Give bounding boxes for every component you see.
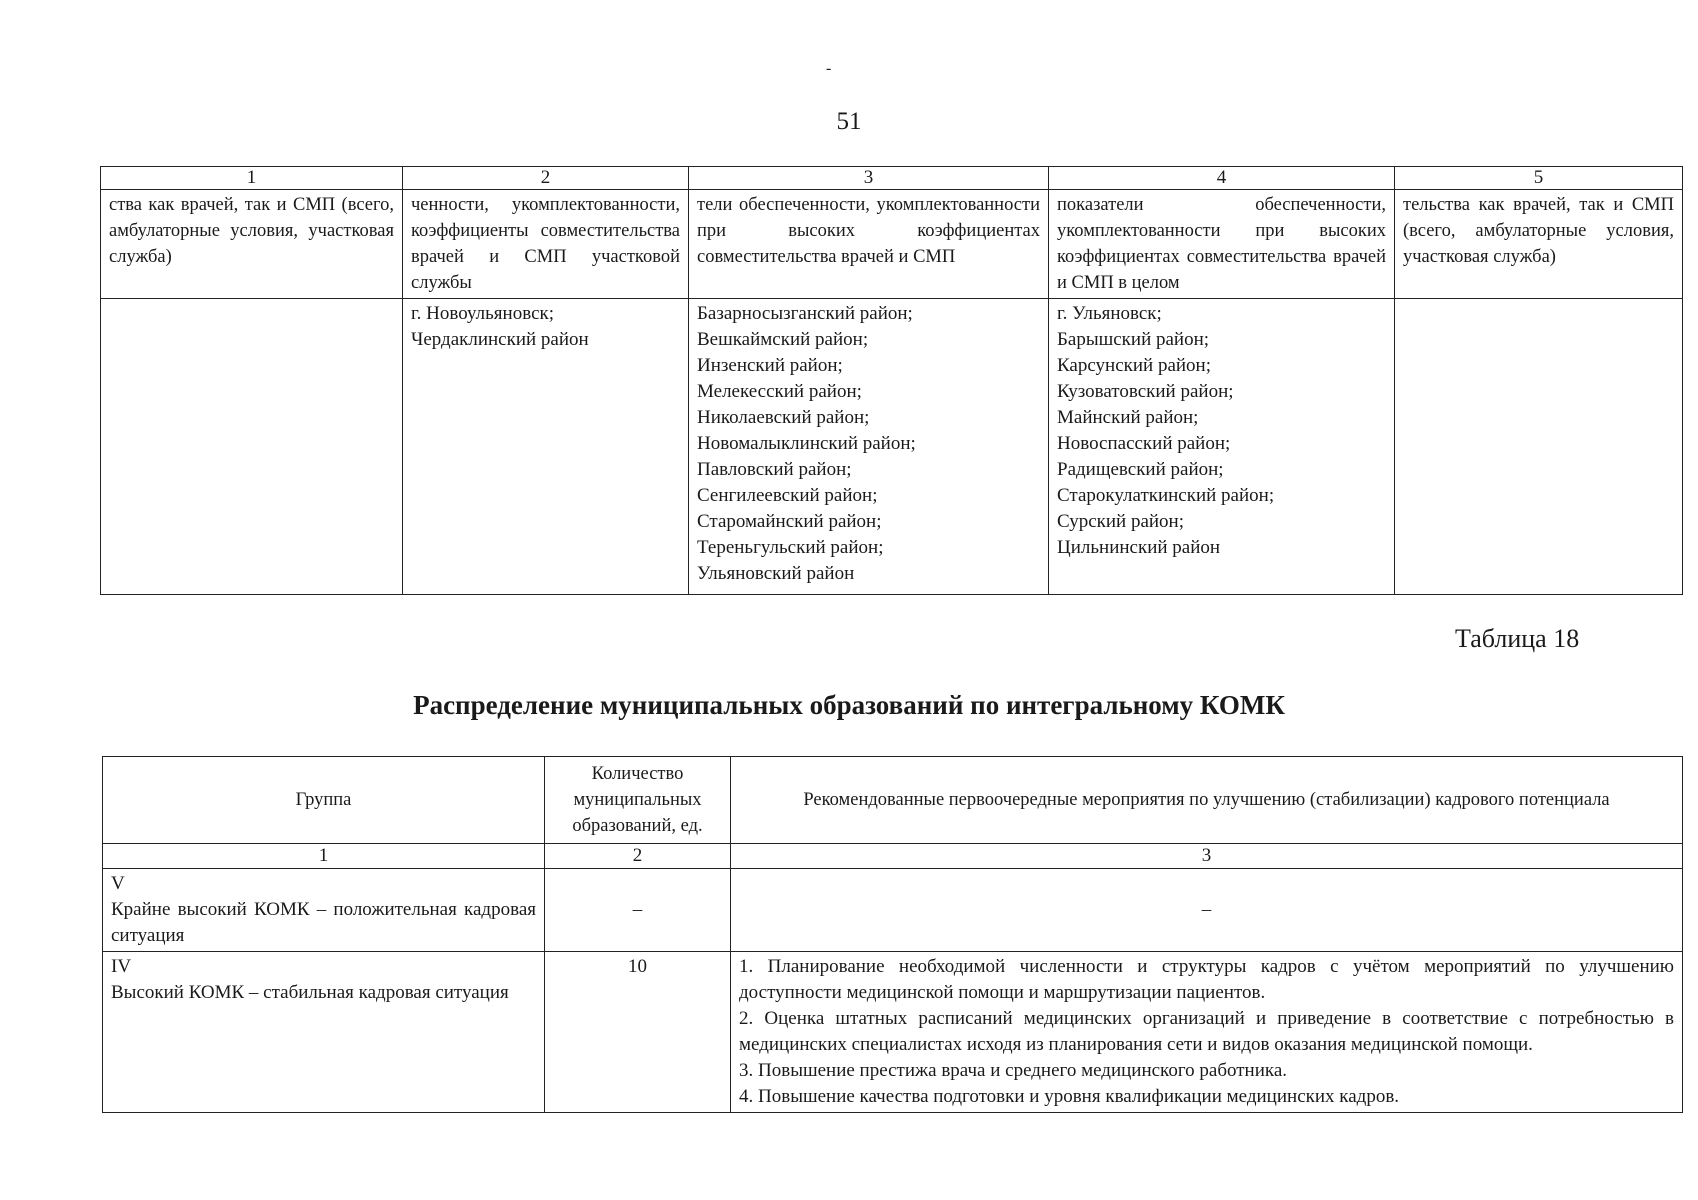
district-list-col5 [1395, 299, 1683, 595]
group-description: Высокий КОМК – стабильная кадровая ситуация [111, 982, 509, 1003]
district-item: Павловский район; [697, 459, 852, 480]
measures-cell [731, 952, 1683, 1113]
district-item: Тереньгульский район; [697, 537, 884, 558]
district-list-col4 [1049, 299, 1395, 595]
table-header-row [103, 757, 1683, 844]
measures-cell: – [731, 869, 1683, 952]
district-item: Мелекесский район; [697, 381, 862, 402]
column-number: 1 [101, 167, 403, 190]
district-item: г. Ульяновск; [1057, 303, 1162, 324]
group-cell [103, 952, 545, 1113]
column-number-row [103, 844, 1683, 869]
table-continuation [100, 166, 1683, 595]
district-item: Базарносызганский район; [697, 303, 913, 324]
header-count: Количество муниципальных образований, ед. [545, 757, 731, 844]
district-item: Чердаклинский район [411, 329, 589, 350]
district-item: Сурский район; [1057, 511, 1184, 532]
continuation-cell: ченности, укомплектованности, коэффициенты совместительства врачей и СМП участковой службы [403, 190, 689, 299]
page-dash: - [826, 60, 832, 77]
district-item: Вешкаймский район; [697, 329, 869, 350]
district-list-col2 [403, 299, 689, 595]
group-code: V [111, 873, 125, 894]
header-measures: Рекомендованные первоочередные мероприятия по улучшению (стабилизации) кадрового потенциала [731, 757, 1683, 844]
column-number: 5 [1395, 167, 1683, 190]
district-item: Барышский район; [1057, 329, 1210, 350]
count-cell: – [545, 869, 731, 952]
group-cell [103, 869, 545, 952]
district-item: Ульяновский район [697, 563, 855, 584]
column-number: 2 [403, 167, 689, 190]
districts-row [101, 299, 1683, 595]
district-item: Сенгилеевский район; [697, 485, 878, 506]
count-cell: 10 [545, 952, 731, 1113]
column-number: 4 [1049, 167, 1395, 190]
column-number: 2 [545, 844, 731, 869]
header-group: Группа [103, 757, 545, 844]
district-item: Майнский район; [1057, 407, 1199, 428]
district-item: Старокулаткинский район; [1057, 485, 1275, 506]
district-item: Инзенский район; [697, 355, 843, 376]
group-description: Крайне высокий КОМК – положительная кадровая ситуация [111, 899, 536, 946]
district-item: Николаевский район; [697, 407, 870, 428]
table-caption: Таблица 18 [1455, 624, 1580, 653]
measure-item: 3. Повышение престижа врача и среднего медицинского работника. [739, 1060, 1288, 1081]
district-item: г. Новоульяновск; [411, 303, 555, 324]
group-code: IV [111, 956, 132, 977]
continuation-cell: тельства как врачей, так и СМП (всего, амбулаторные условия, участковая служба) [1395, 190, 1683, 299]
column-number: 1 [103, 844, 545, 869]
district-item: Новоспасский район; [1057, 433, 1231, 454]
continuation-row [101, 190, 1683, 299]
continuation-cell: тели обеспеченности, укомплектованности при высоких коэффициентах совместительства врачей и СМП [689, 190, 1049, 299]
measure-item: 1. Планирование необходимой численности и структуры кадров с учётом мероприятий по улучшению доступности медицинской помощи и маршрутизации пациентов. [739, 956, 1674, 1003]
district-list-col3 [689, 299, 1049, 595]
district-item: Радищевский район; [1057, 459, 1224, 480]
district-item: Кузоватовский район; [1057, 381, 1234, 402]
district-item: Новомалыклинский район; [697, 433, 916, 454]
table-row [103, 869, 1683, 952]
table-18 [102, 756, 1683, 1113]
column-number-row [101, 167, 1683, 190]
district-item: Старомайнский район; [697, 511, 882, 532]
continuation-cell: ства как врачей, так и СМП (всего, амбулаторные условия, участковая служба) [101, 190, 403, 299]
measure-item: 4. Повышение качества подготовки и уровня квалификации медицинских кадров. [739, 1086, 1400, 1107]
table-row [103, 952, 1683, 1113]
table-title: Распределение муниципальных образований по интегральному КОМК [413, 690, 1285, 720]
district-list-col1 [101, 299, 403, 595]
measure-item: 2. Оценка штатных расписаний медицинских организаций и приведение в соответствие с потребностью в медицинских специалистах исходя из планирования сети и видов оказания медицинской помощи. [739, 1008, 1674, 1055]
column-number: 3 [689, 167, 1049, 190]
district-item: Карсунский район; [1057, 355, 1212, 376]
page-number: 51 [836, 108, 862, 135]
column-number: 3 [731, 844, 1683, 869]
continuation-cell: показатели обеспеченности, укомплектованности при высоких коэффициентах совместительства врачей и СМП в целом [1049, 190, 1395, 299]
district-item: Цильнинский район [1057, 537, 1221, 558]
